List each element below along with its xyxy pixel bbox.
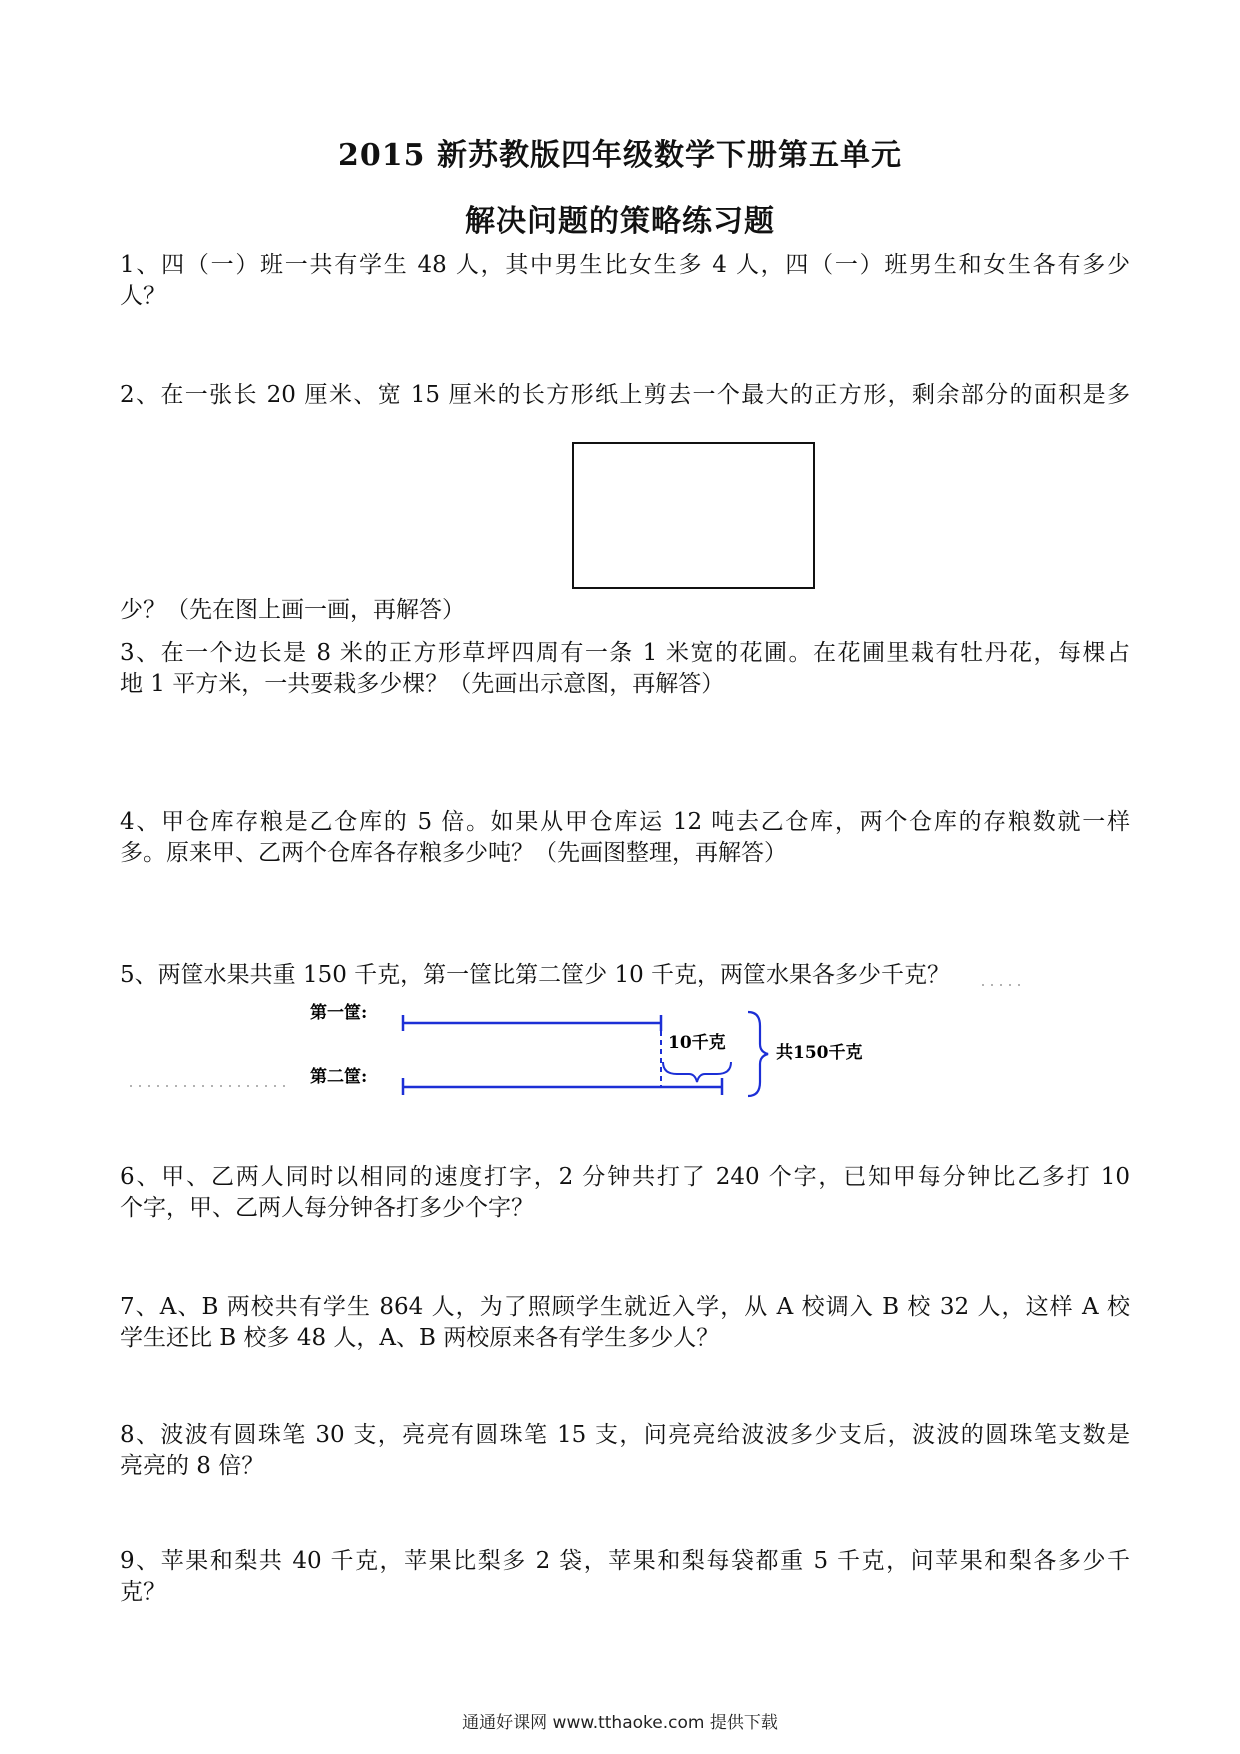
question-3-line-1: 3、在一个边长是 8 米的正方形草坪四周有一条 1 米宽的花圃。在花圃里栽有牡丹花，每棵占 bbox=[120, 640, 1130, 666]
title-line-2: 解决问题的策略练习题 bbox=[465, 204, 775, 239]
question-7-line-2: 学生还比 B 校多 48 人，A、B 两校原来各有学生多少人？ bbox=[120, 1325, 720, 1351]
question-1-line-2: 人？ bbox=[120, 283, 166, 309]
question-7 bbox=[120, 1292, 1130, 1354]
total-brace bbox=[748, 1012, 768, 1096]
question-8-line-1: 8、波波有圆珠笔 30 支，亮亮有圆珠笔 15 支，问亮亮给波波多少支后，波波的圆珠笔支数是 bbox=[120, 1422, 1130, 1448]
question-6-line-2: 个字，甲、乙两人每分钟各打多少个字？ bbox=[120, 1195, 534, 1221]
question-8-line-2: 亮亮的 8 倍？ bbox=[120, 1453, 265, 1479]
question-9 bbox=[120, 1546, 1130, 1608]
question-6 bbox=[120, 1162, 1130, 1224]
question-5-line-1: 5、两筐水果共重 150 千克，第一筐比第二筐少 10 千克，两筐水果各多少千克？ bbox=[120, 962, 951, 988]
page-footer: 通通好课网 www.tthaoke.com 提供下载 bbox=[462, 1713, 778, 1733]
label-first-basket: 第一筐: bbox=[310, 1003, 368, 1023]
question-9-line-2: 克？ bbox=[120, 1579, 166, 1605]
question-1-line-1: 1、四（一）班一共有学生 48 人，其中男生比女生多 4 人，四（一）班男生和女生各有多少 bbox=[120, 252, 1130, 278]
question-6-line-1: 6、甲、乙两人同时以相同的速度打字，2 分钟共打了 240 个字，已知甲每分钟比乙多打 10 bbox=[120, 1164, 1130, 1190]
question-2-line-2: 少？（先在图上画一画，再解答） bbox=[120, 597, 465, 623]
label-second-basket: 第二筐: bbox=[310, 1067, 368, 1087]
label-total: 共150千克 bbox=[776, 1043, 863, 1063]
question-4-line-2: 多。原来甲、乙两个仓库各存粮多少吨？（先画图整理，再解答） bbox=[120, 840, 787, 866]
question-7-line-1: 7、A、B 两校共有学生 864 人，为了照顾学生就近入学，从 A 校调入 B 校 32 人，这样 A 校 bbox=[120, 1294, 1130, 1320]
question-4-line-1: 4、甲仓库存粮是乙仓库的 5 倍。如果从甲仓库运 12 吨去乙仓库，两个仓库的存粮数就一样 bbox=[120, 809, 1130, 835]
question-8 bbox=[120, 1420, 1130, 1482]
question-9-line-1: 9、苹果和梨共 40 千克，苹果比梨多 2 袋，苹果和梨每袋都重 5 千克，问苹果和梨各多少千 bbox=[120, 1548, 1130, 1574]
segment-lines bbox=[403, 1012, 768, 1096]
label-difference: 10千克 bbox=[668, 1033, 726, 1053]
question-3-line-2: 地 1 平方米，一共要栽多少棵？（先画出示意图，再解答） bbox=[120, 671, 725, 697]
question-2-line-1: 2、在一张长 20 厘米、宽 15 厘米的长方形纸上剪去一个最大的正方形，剩余部分的面积是多 bbox=[120, 382, 1130, 408]
title-line-1: 2015 新苏教版四年级数学下册第五单元 bbox=[338, 138, 902, 173]
